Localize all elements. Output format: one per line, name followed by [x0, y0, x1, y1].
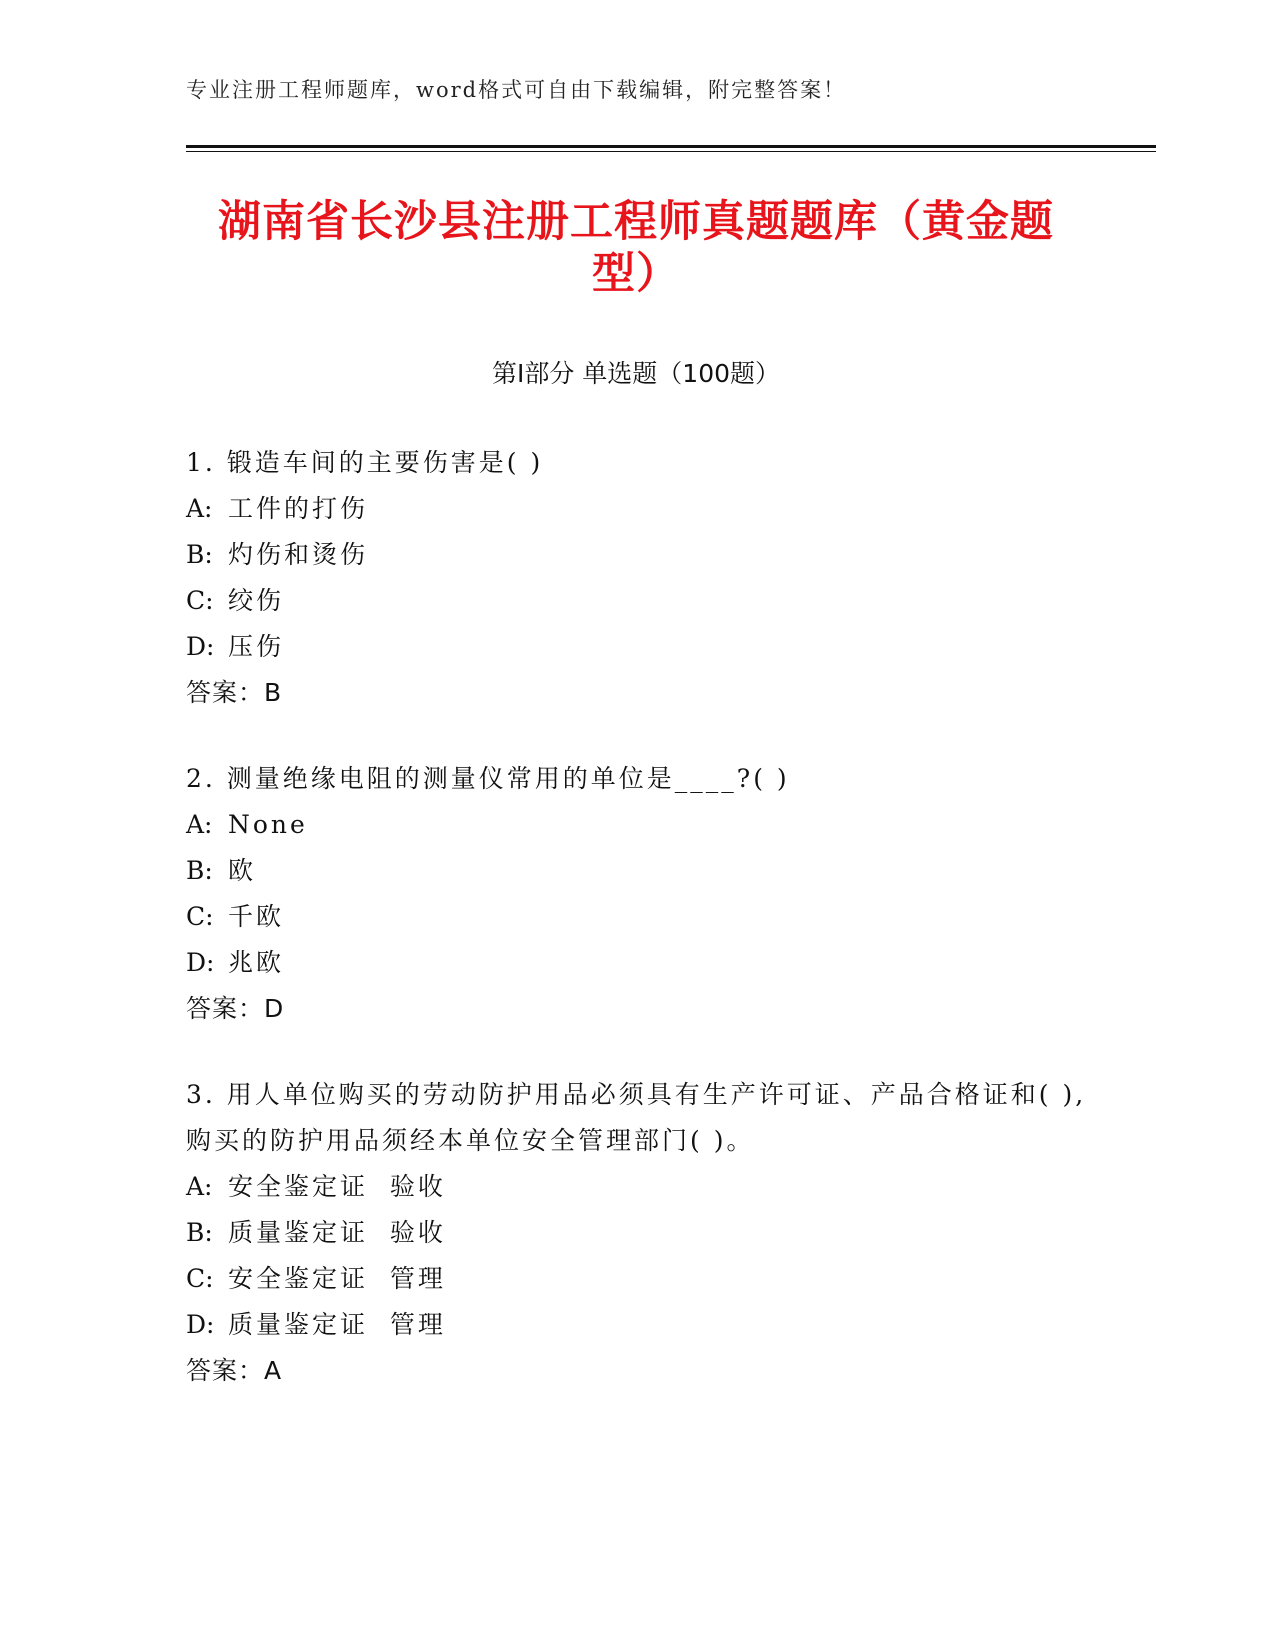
- option-b: [186, 1210, 1096, 1256]
- option-text: 欧: [228, 856, 257, 885]
- option-a: [186, 1164, 1096, 1210]
- question-stem: 1. 锻造车间的主要伤害是( ): [186, 448, 544, 477]
- document-title-line-2: 型）: [592, 249, 680, 299]
- option-text: 质量鉴定证 验收: [228, 1218, 446, 1247]
- question-stem: 3. 用人单位购买的劳动防护用品必须具有生产许可证、产品合格证和( ),购买的防护用品须经本单位安全管理部门( )。: [186, 1080, 1087, 1155]
- option-text: 千欧: [228, 902, 285, 931]
- document-title: [186, 196, 1086, 300]
- question-list: [186, 440, 1096, 1434]
- option-text: 兆欧: [228, 948, 285, 977]
- option-letter: D:: [186, 1310, 215, 1339]
- page-header: 专业注册工程师题库，word格式可自由下载编辑，附完整答案！: [186, 78, 847, 102]
- option-letter: B:: [186, 856, 213, 885]
- option-text: 绞伤: [228, 586, 285, 615]
- option-a: [186, 802, 1096, 848]
- option-text: 安全鉴定证 验收: [228, 1172, 446, 1201]
- option-letter: A:: [186, 810, 213, 839]
- option-text: None: [228, 810, 308, 839]
- option-letter: A:: [186, 494, 213, 523]
- option-c: [186, 578, 1096, 624]
- option-text: 压伤: [228, 632, 285, 661]
- question-3: [186, 1072, 1096, 1394]
- question-stem: 2. 测量绝缘电阻的测量仪常用的单位是____?( ): [186, 764, 790, 793]
- option-text: 工件的打伤: [228, 494, 369, 523]
- section-heading: 第Ⅰ部分 单选题（100题）: [491, 359, 781, 388]
- option-letter: B:: [186, 540, 213, 569]
- option-letter: D:: [186, 948, 215, 977]
- option-d: [186, 1302, 1096, 1348]
- answer-line: 答案：B: [186, 678, 283, 707]
- option-letter: C:: [186, 586, 214, 615]
- question-1: [186, 440, 1096, 716]
- answer-line: 答案：D: [186, 994, 285, 1023]
- option-c: [186, 1256, 1096, 1302]
- option-letter: B:: [186, 1218, 213, 1247]
- option-c: [186, 894, 1096, 940]
- option-text: 安全鉴定证 管理: [228, 1264, 446, 1293]
- option-b: [186, 532, 1096, 578]
- header-rule-thick: [186, 145, 1156, 148]
- option-b: [186, 848, 1096, 894]
- option-letter: C:: [186, 902, 214, 931]
- option-a: [186, 486, 1096, 532]
- option-d: [186, 624, 1096, 670]
- document-title-line-1: 湖南省长沙县注册工程师真题题库（黄金题: [218, 197, 1054, 247]
- option-text: 灼伤和烫伤: [228, 540, 369, 569]
- answer-line: 答案：A: [186, 1356, 283, 1385]
- option-d: [186, 940, 1096, 986]
- question-2: [186, 756, 1096, 1032]
- option-letter: A:: [186, 1172, 213, 1201]
- option-letter: D:: [186, 632, 215, 661]
- option-letter: C:: [186, 1264, 214, 1293]
- header-rule-thin: [186, 151, 1156, 152]
- option-text: 质量鉴定证 管理: [228, 1310, 446, 1339]
